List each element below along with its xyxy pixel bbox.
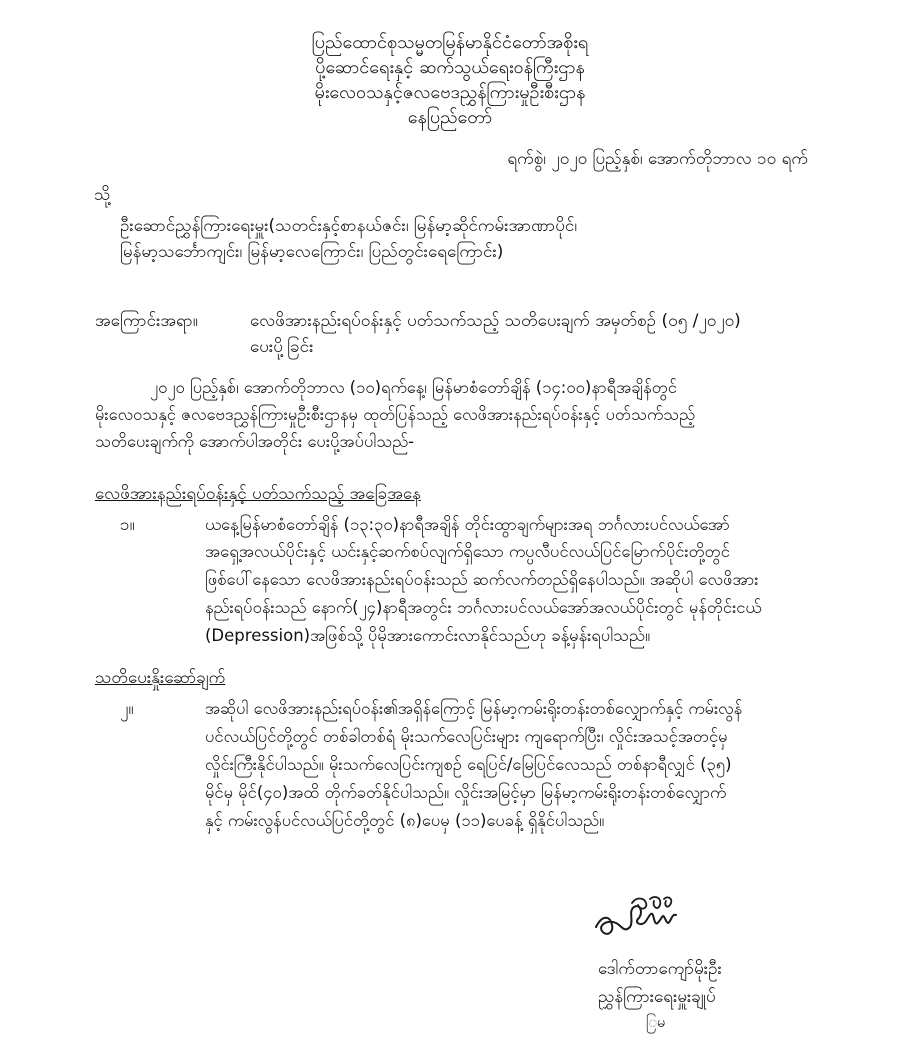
handwritten-signature bbox=[592, 893, 684, 941]
intro-line-2: မိုးလေဝသနှင့် ဇလဗေဒညွှန်ကြားမှုဦးစီးဌာနမှ ထုတ်ပြန်သည့် လေဖိအားနည်းရပ်ဝန်းနှင့် ပတ်သက်သည့် bbox=[95, 405, 696, 424]
subject-label: အကြောင်းအရာ။ bbox=[95, 311, 198, 331]
intro-line-1: ၂၀၂၀ ပြည့်နှစ်၊ အောက်တိုဘာလ (၁၀)ရက်နေ့၊ မြန်မာစံတော်ချိန် (၁၄:၀၀)နာရီအချိန်တွင် bbox=[150, 378, 677, 397]
section-2-number: ၂။ bbox=[120, 699, 134, 719]
signatory-initial: ြမ bbox=[646, 1015, 666, 1031]
section-2-line: ပင်လယ်ပြင်တို့တွင် တစ်ခါတစ်ရံ မိုးသက်လေပြင်းများ ကျရောက်ပြီး၊ လှိုင်းအသင့်အတင့်မှ bbox=[205, 727, 728, 746]
section-2-heading: သတိပေးနှိုးဆော်ချက် bbox=[95, 668, 226, 688]
section-1-line: ဖြစ်ပေါ်နေသော လေဖိအားနည်းရပ်ဝန်းသည် ဆက်လက်တည်ရှိနေပါသည်။ အဆိုပါ လေဖိအား bbox=[205, 570, 759, 589]
recipient-line-1: ဦးဆောင်ညွှန်ကြားရေးမှူး(သတင်းနှင့်စာနယ်ဇင်း၊ မြန်မာ့ဆိုင်ကမ်းအာဏာပိုင်၊ bbox=[120, 216, 578, 236]
section-2-line: မိုင်မှ မိုင်(၄၀)အထိ တိုက်ခတ်နိုင်ပါသည်။ လှိုင်းအမြင့်မှာ မြန်မာ့ကမ်းရိုးတန်းတစ်လျှောက် bbox=[205, 783, 727, 802]
recipient-line-2: မြန်မာ့သင်္ဘောကျင်း၊ မြန်မာ့လေကြောင်း၊ ပြည်တွင်းရေကြောင်း) bbox=[120, 242, 504, 262]
section-1-line: အရှေ့အလယ်ပိုင်းနှင့် ယင်းနှင့်ဆက်စပ်လျက်ရှိသော ကပ္ပလီပင်လယ်ပြင်မြောက်ပိုင်းတို့တွင် bbox=[205, 542, 730, 561]
letter-date: ရက်စွဲ၊ ၂၀၂၀ ပြည့်နှစ်၊ အောက်တိုဘာလ ၁၀ ရက် bbox=[507, 149, 808, 169]
section-2-line: လှိုင်းကြီးနိုင်ပါသည်။ မိုးသက်လေပြင်းကျစဉ် ရေပြင်/မြေပြင်လေသည် တစ်နာရီလျှင် (၃၅) bbox=[205, 755, 732, 774]
to-label: သို့ bbox=[94, 185, 111, 205]
section-1-number: ၁။ bbox=[120, 515, 135, 535]
section-2-line: အဆိုပါ လေဖိအားနည်းရပ်ဝန်း၏အရှိန်ကြောင့် မြန်မာ့ကမ်းရိုးတန်းတစ်လျှောက်နှင့် ကမ်းလွန် bbox=[205, 699, 743, 718]
ministry-name: ပို့ဆောင်ရေးနှင့် ဆက်သွယ်ရေးဝန်ကြီးဌာန bbox=[315, 57, 585, 78]
intro-line-3: သတိပေးချက်ကို အောက်ပါအတိုင်း ပေးပို့အပ်ပါသည်- bbox=[95, 432, 415, 451]
signatory-title: ညွှန်ကြားရေးမှူးချုပ် bbox=[598, 987, 716, 1007]
section-2-line: နှင့် ကမ်းလွန်ပင်လယ်ပြင်တို့တွင် (၈)ပေမှ (၁၁)ပေခန့် ရှိနိုင်ပါသည်။ bbox=[205, 811, 605, 830]
subject-line-2: ပေးပို့ခြင်း bbox=[250, 337, 314, 357]
city-name: နေပြည်တော် bbox=[407, 107, 493, 128]
government-name: ပြည်ထောင်စုသမ္မတမြန်မာနိုင်ငံတော်အစိုးရ bbox=[311, 32, 589, 53]
section-1-line: (Depression)အဖြစ်သို့ ပိုမိုအားကောင်းလာနိုင်သည်ဟု ခန့်မှန်းရပါသည်။ bbox=[205, 626, 650, 645]
section-1-heading: လေဖိအားနည်းရပ်ဝန်းနှင့် ပတ်သက်သည့် အခြေအနေ bbox=[95, 484, 421, 504]
department-name: မိုးလေဝသနှင့်ဇလဗေဒညွှန်ကြားမှုဦးစီးဌာန bbox=[314, 82, 586, 103]
subject-line-1: လေဖိအားနည်းရပ်ဝန်းနှင့် ပတ်သက်သည့် သတိပေးချက် အမှတ်စဉ် (၀၅ /၂၀၂၀) bbox=[250, 311, 741, 331]
section-1-line: ယနေ့မြန်မာစံတော်ချိန် (၁၃:၃၀)နာရီအချိန် တိုင်းထွာချက်များအရ ဘင်္ဂလားပင်လယ်အော် bbox=[205, 515, 730, 534]
signatory-name: ဒေါက်တာကျော်မိုးဦး bbox=[598, 959, 722, 979]
section-1-line: နည်းရပ်ဝန်းသည် နောက်(၂၄)နာရီအတွင်း ဘင်္ဂလားပင်လယ်အော်အလယ်ပိုင်းတွင် မုန်တိုင်းငယ် bbox=[205, 598, 762, 617]
